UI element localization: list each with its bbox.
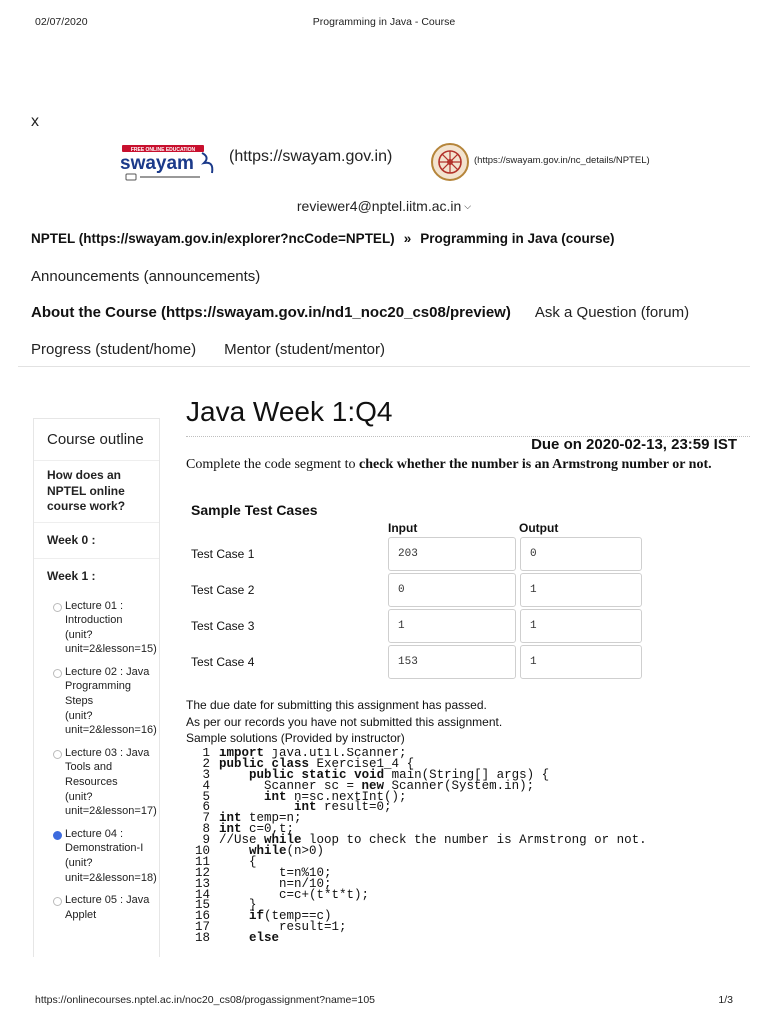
logo-banner-text: FREE ONLINE EDUCATION xyxy=(130,147,196,153)
breadcrumb xyxy=(31,231,615,246)
lecture-link[interactable]: (unit? unit=2&lesson=15) xyxy=(65,628,157,656)
line-number: 11 xyxy=(194,854,210,869)
line-number: 14 xyxy=(194,887,210,902)
sidebar-lecture-03[interactable] xyxy=(34,742,159,823)
breadcrumb-separator: » xyxy=(403,231,412,246)
line-number: 2 xyxy=(202,756,210,771)
test-case-input: 153 xyxy=(388,645,516,679)
sidebar-lecture-01[interactable] xyxy=(34,595,159,661)
test-case-label: Test Case 4 xyxy=(191,655,255,669)
status-line-due-passed: The due date for submitting this assignment has passed. xyxy=(186,698,487,712)
line-number: 10 xyxy=(194,844,210,859)
lecture-link[interactable]: (unit? unit=2&lesson=17) xyxy=(65,790,157,818)
print-header xyxy=(35,16,733,30)
status-circle-icon xyxy=(53,603,62,612)
code-line: 14 c=c+(t*t*t); xyxy=(186,890,746,901)
due-date: Due on 2020-02-13, 23:59 IST xyxy=(531,436,737,453)
line-number: 18 xyxy=(194,931,210,946)
nav-announcements[interactable]: Announcements (announcements) xyxy=(31,268,261,285)
nptel-logo[interactable] xyxy=(430,142,470,182)
test-case-label: Test Case 2 xyxy=(191,583,255,597)
nptel-link[interactable]: (https://swayam.gov.in/nc_details/NPTEL) xyxy=(474,155,650,166)
print-page-number: 1/3 xyxy=(718,994,733,1006)
test-case-output: 0 xyxy=(520,537,642,571)
code-line: 11 { xyxy=(186,857,746,868)
nav-about-course[interactable]: About the Course (https://swayam.gov.in/nd1_noc20_cs08/preview) xyxy=(31,304,511,321)
line-number: 5 xyxy=(202,789,210,804)
code-line: 10 while(n>0) xyxy=(186,846,746,857)
test-case-output: 1 xyxy=(520,573,642,607)
status-circle-icon xyxy=(53,669,62,678)
test-case-input: 0 xyxy=(388,573,516,607)
status-line-sample-solutions: Sample solutions (Provided by instructor) xyxy=(186,731,405,745)
code-line: 5 int n=sc.nextInt(); xyxy=(186,792,746,803)
status-filled-circle-icon xyxy=(53,831,62,840)
page-title: Java Week 1:Q4 xyxy=(186,396,393,427)
code-line: 2 public class Exercise1_4 { xyxy=(186,759,746,770)
print-page-title: Programming in Java - Course xyxy=(312,16,456,28)
sidebar-lecture-05[interactable] xyxy=(34,889,159,926)
code-line: 18 else xyxy=(186,933,746,944)
sidebar-item-week-1[interactable]: Week 1 : xyxy=(34,558,159,595)
status-line-not-submitted: As per our records you have not submitted this assignment. xyxy=(186,714,503,729)
swayam-link[interactable]: (https://swayam.gov.in) xyxy=(229,148,393,165)
line-number: 16 xyxy=(194,909,210,924)
test-case-input: 203 xyxy=(388,537,516,571)
code-line: 1 import java.util.Scanner; xyxy=(186,748,746,759)
chevron-down-icon[interactable]: ⌵ xyxy=(464,201,472,211)
breadcrumb-course[interactable]: Programming in Java (course) xyxy=(420,231,615,246)
sample-solution-code xyxy=(186,748,746,952)
lecture-list xyxy=(34,595,159,927)
sample-test-cases-title: Sample Test Cases xyxy=(191,502,318,518)
sidebar-lecture-04[interactable] xyxy=(34,823,159,889)
line-number: 1 xyxy=(202,748,210,760)
code-line: 8 int c=0,t; xyxy=(186,824,746,835)
test-case-output: 1 xyxy=(520,645,642,679)
close-icon[interactable]: x xyxy=(31,113,39,130)
nav-row-1 xyxy=(31,268,260,285)
test-case-output: 1 xyxy=(520,609,642,643)
lecture-name: Lecture 01 : Introduction xyxy=(65,599,124,627)
nav-progress[interactable]: Progress (student/home) xyxy=(31,341,197,358)
code-line: 3 public static void main(String[] args) { xyxy=(186,770,746,781)
line-number: 17 xyxy=(194,920,210,935)
nav-row-2 xyxy=(31,304,689,321)
input-column-header: Input xyxy=(388,521,418,535)
header-divider xyxy=(18,366,750,367)
breadcrumb-nptel[interactable]: NPTEL (https://swayam.gov.in/explorer?ncCode=NPTEL) xyxy=(31,231,395,246)
question-prefix: Complete the code segment to xyxy=(186,457,360,472)
test-case-row xyxy=(191,573,651,607)
code-line: 17 result=1; xyxy=(186,922,746,933)
course-outline-title: Course outline xyxy=(47,431,144,448)
course-outline-sidebar xyxy=(33,418,160,957)
code-line: 7 int temp=n; xyxy=(186,813,746,824)
line-number: 9 xyxy=(202,833,210,848)
code-line: 16 if(temp==c) xyxy=(186,911,746,922)
line-number: 13 xyxy=(194,876,210,891)
test-case-row xyxy=(191,645,651,679)
line-number: 12 xyxy=(194,865,210,880)
sidebar-item-week-0[interactable]: Week 0 : xyxy=(34,522,159,559)
user-email[interactable]: reviewer4@nptel.iitm.ac.in xyxy=(296,198,462,214)
test-case-row xyxy=(191,537,651,571)
print-url: https://onlinecourses.nptel.ac.in/noc20_cs08/progassignment?name=105 xyxy=(35,994,376,1006)
user-menu[interactable] xyxy=(0,198,768,214)
submission-status xyxy=(186,697,502,747)
lecture-link[interactable]: (unit? unit=2&lesson=18) xyxy=(65,857,157,884)
line-number: 8 xyxy=(202,822,210,837)
lecture-name: Lecture 02 : Java Programming Steps xyxy=(65,665,150,708)
code-line: 13 n=n/10; xyxy=(186,879,746,890)
status-circle-icon xyxy=(53,897,62,906)
print-date: 02/07/2020 xyxy=(35,16,88,28)
code-line: 12 t=n%10; xyxy=(186,868,746,879)
lecture-name: Lecture 04 : Demonstration-I xyxy=(65,827,144,855)
line-number: 4 xyxy=(202,778,210,793)
lecture-name: Lecture 03 : Java Tools and Resources xyxy=(65,746,150,789)
lecture-link[interactable]: (unit? unit=2&lesson=16) xyxy=(65,709,157,737)
code-line: 9 //Use while loop to check the number is Armstrong or not. xyxy=(186,835,746,846)
test-case-label: Test Case 1 xyxy=(191,547,255,561)
test-case-row xyxy=(191,609,651,643)
sidebar-lecture-02[interactable] xyxy=(34,661,159,742)
lecture-name: Lecture 05 : Java Applet xyxy=(65,894,150,921)
nav-mentor[interactable]: Mentor (student/mentor) xyxy=(224,341,385,358)
code-line: 4 Scanner sc = new Scanner(System.in); xyxy=(186,781,746,792)
question-emphasis: check whether the number is an Armstrong number or not. xyxy=(359,457,712,472)
status-circle-icon xyxy=(53,750,62,759)
line-number: 6 xyxy=(202,800,210,815)
logo-wordmark: swayam xyxy=(120,153,194,174)
line-number: 3 xyxy=(202,767,210,782)
nav-row-3 xyxy=(31,341,385,358)
test-case-label: Test Case 3 xyxy=(191,619,255,633)
print-footer xyxy=(35,994,733,1006)
sidebar-item-how-it-works[interactable]: How does an NPTEL online course work? xyxy=(34,460,159,522)
code-line: 15 } xyxy=(186,900,746,911)
output-column-header: Output xyxy=(519,521,559,535)
question-text xyxy=(186,456,734,473)
nav-ask-question[interactable]: Ask a Question (forum) xyxy=(534,304,690,321)
swayam-logo[interactable] xyxy=(112,143,224,183)
test-case-input: 1 xyxy=(388,609,516,643)
code-line: 6 int result=0; xyxy=(186,802,746,813)
line-number: 7 xyxy=(202,811,210,826)
line-number: 15 xyxy=(194,898,210,913)
